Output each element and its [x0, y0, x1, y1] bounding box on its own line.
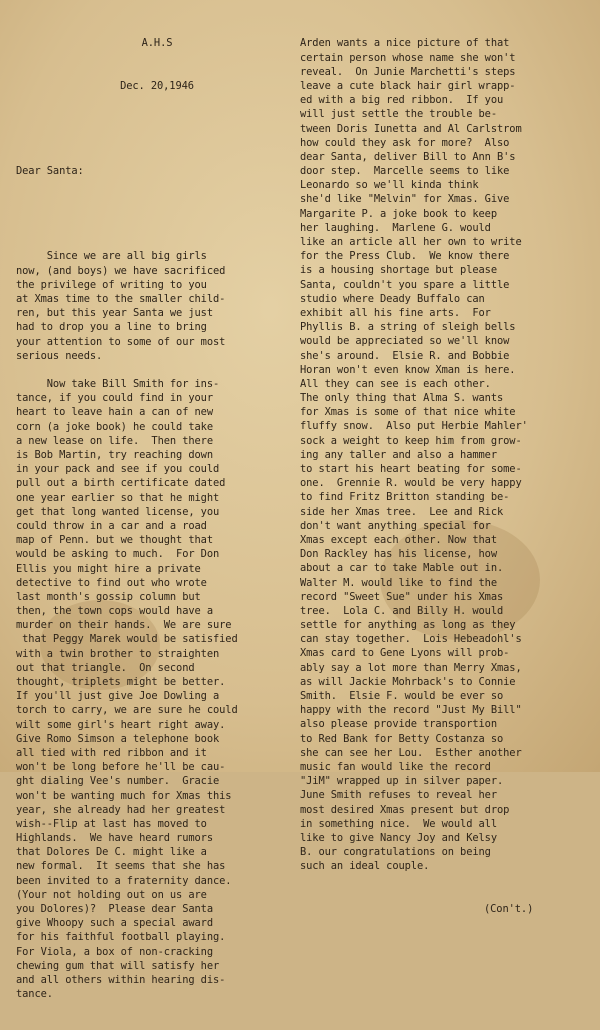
text-line: one year earlier so that he might [16, 491, 220, 504]
text-line: Ellis you might hire a private [16, 562, 201, 575]
text-line: Smith. Elsie F. would be ever so [300, 690, 504, 703]
text-line: ed with a big red ribbon. If you [300, 94, 504, 107]
text-line: like an article all her own to write [300, 236, 522, 249]
text-line: reveal. On Junie Marchetti's steps [300, 65, 516, 78]
text-line: Since we are all big girls [16, 250, 207, 263]
text-line: Arden wants a nice picture of that [300, 37, 510, 50]
text-line: door step. Marcelle seems to like [300, 165, 510, 178]
text-line: she'd like "Melvin" for Xmas. Give [300, 193, 510, 206]
text-line: For Viola, a box of non-cracking [16, 945, 213, 958]
text-line: sock a weight to keep him from grow- [300, 434, 522, 447]
text-line: to start his heart beating for some- [300, 463, 522, 476]
text-line: all tied with red ribbon and it [16, 746, 207, 759]
text-line: will just settle the trouble be- [300, 108, 497, 121]
text-line: can stay together. Lois Hebeadohl's [300, 633, 522, 646]
text-line: to find Fritz Britton standing be- [300, 491, 510, 504]
text-line: for the Press Club. We know there [300, 250, 510, 263]
text-line: Highlands. We have heard rumors [16, 832, 213, 845]
text-line: studio where Deady Buffalo can [300, 292, 485, 305]
text-line: leave a cute black hair girl wrapp- [300, 79, 516, 92]
text-line: at Xmas time to the smaller child- [16, 292, 226, 305]
text-line: June Smith refuses to reveal her [300, 789, 497, 802]
text-line: certain person whose name she won't [300, 51, 516, 64]
text-line: settle for anything as long as they [300, 619, 516, 632]
text-line: then, the town cops would have a [16, 605, 213, 618]
text-line: exhibit all his fine arts. For [300, 306, 491, 319]
text-line: been invited to a fraternity dance. [16, 874, 232, 887]
text-line: your attention to some of our most [16, 335, 226, 348]
text-line: with a twin brother to straighten [16, 647, 220, 660]
text-line: Give Romo Simson a telephone book [16, 732, 220, 745]
text-line: happy with the record "Just My Bill" [300, 704, 522, 717]
text-line: tance, if you could find in your [16, 392, 213, 405]
text-line: map of Penn. but we thought that [16, 534, 213, 547]
text-line: one. Grennie R. would be very happy [300, 477, 522, 490]
text-line: year, she already had her greatest [16, 803, 226, 816]
spacer [16, 122, 298, 136]
text-line: the privilege of writing to you [16, 278, 207, 291]
text-line: B. our congratulations on being [300, 846, 491, 859]
text-line: her laughing. Marlene G. would [300, 221, 491, 234]
text-line: such an ideal couple. [300, 860, 430, 873]
text-line: about a car to take Mable out in. [300, 562, 504, 575]
text-line: won't be long before he'll be cau- [16, 761, 226, 774]
text-line: as will Jackie Mohrback's to Connie [300, 675, 516, 688]
text-line: new formal. It seems that she has [16, 860, 226, 873]
text-line: for his faithful football playing. [16, 931, 226, 944]
text-line: wilt some girl's heart right away. [16, 718, 226, 731]
text-line: side her Xmas tree. Lee and Rick [300, 505, 504, 518]
text-line: would be appreciated so we'll know [300, 335, 510, 348]
school-header: A.H.S [141, 37, 173, 50]
text-line: music fan would like the record [300, 760, 491, 773]
text-line: she can see her Lou. Esther another [300, 746, 522, 759]
text-line: is Bob Martin, try reaching down [16, 449, 213, 461]
text-line [16, 363, 298, 377]
text-line: to Red Bank for Betty Costanza so [300, 732, 504, 745]
text-line: won't be wanting much for Xmas this [16, 789, 232, 802]
text-line: ing any taller and also a hammer [300, 448, 497, 461]
letter-date: Dec. 20,1946 [120, 80, 194, 92]
text-line: also please provide transportion [300, 718, 497, 731]
text-line: you Dolores)? Please dear Santa [16, 903, 213, 915]
text-line: Xmas card to Gene Lyons will prob- [300, 647, 510, 660]
continued-note [300, 902, 596, 916]
text-line: had to drop you a line to bring [16, 321, 207, 334]
text-line: record "Sweet Sue" under his Xmas [300, 590, 504, 603]
text-line: in something nice. We would all [300, 817, 497, 830]
text-line: give Whoopy such a special award [16, 917, 213, 930]
text-line: heart to leave hain a can of new [16, 406, 213, 419]
spacer [16, 207, 298, 221]
text-line: don't want anything special for [300, 519, 491, 532]
text-line: for Xmas is some of that nice white [300, 406, 516, 419]
text-line: tween Doris Iunetta and Al Carlstrom [300, 122, 522, 135]
text-line: that Peggy Marek would be satisfied [16, 633, 238, 646]
text-line: could throw in a car and a road [16, 519, 207, 532]
text-line: now, (and boys) we have sacrificed [16, 264, 226, 277]
text-line: corn (a joke book) he could take [16, 420, 213, 433]
text-line: she's around. Elsie R. and Bobbie [300, 349, 510, 362]
text-line: thought, triplets might be better. [16, 676, 226, 688]
text-line: Don Rackley has his license, how [300, 548, 497, 561]
text-line: fluffy snow. Also put Herbie Mahler' [300, 420, 528, 433]
text-line: in your pack and see if you could [16, 463, 220, 476]
text-line: wish--Flip at last has moved to [16, 817, 207, 830]
text-line: If you'll just give Joe Dowling a [16, 690, 220, 703]
text-line: (Your not holding out on us are [16, 888, 207, 901]
text-line: most desired Xmas present but drop [300, 803, 510, 816]
text-line: The only thing that Alma S. wants [300, 392, 504, 405]
text-line: and all others within hearing dis- [16, 973, 226, 986]
text-line: ght dialing Vee's number. Gracie [16, 775, 220, 788]
right-column [300, 8, 596, 944]
text-line: is a housing shortage but please [300, 264, 497, 277]
text-line: Walter M. would like to find the [300, 576, 497, 589]
continued-label: (Con't.) [484, 902, 534, 915]
text-line: get that long wanted license, you [16, 505, 220, 518]
text-line: Santa, couldn't you spare a little [300, 278, 510, 291]
text-line: last month's gossip column but [16, 590, 201, 603]
left-column [16, 8, 298, 1030]
text-line: tree. Lola C. and Billy H. would [300, 604, 504, 617]
text-line: pull out a birth certificate dated [16, 477, 226, 490]
text-line: would be asking to much. For Don [16, 548, 220, 561]
text-line: Leonardo so we'll kinda think [300, 179, 479, 192]
text-line: dear Santa, deliver Bill to Ann B's [300, 150, 516, 163]
text-line: torch to carry, we are sure he could [16, 704, 238, 717]
text-line: ably say a lot more than Merry Xmas, [300, 661, 522, 674]
text-line: how could they ask for more? Also [300, 136, 510, 149]
text-line: Phyllis B. a string of sleigh bells [300, 321, 516, 334]
text-line: All they can see is each other. [300, 377, 491, 390]
text-line: "JiM" wrapped up in silver paper. [300, 775, 504, 788]
text-line: Margarite P. a joke book to keep [300, 207, 497, 220]
left-column-body [16, 249, 298, 1001]
text-line: a new lease on life. Then there [16, 434, 213, 447]
text-line: Horan won't even know Xman is here. [300, 363, 516, 376]
text-line: detective to find out who wrote [16, 576, 207, 589]
text-line: serious needs. [16, 349, 103, 362]
text-line: out that triangle. On second [16, 661, 195, 674]
text-line: Xmas except each other. Now that [300, 533, 497, 546]
text-line: chewing gum that will satisfy her [16, 959, 220, 972]
text-line: like to give Nancy Joy and Kelsy [300, 831, 497, 844]
text-line: tance. [16, 988, 53, 1001]
right-column-body [300, 36, 596, 873]
text-line: ren, but this year Santa we just [16, 307, 213, 320]
greeting: Dear Santa: [16, 165, 84, 178]
text-line: that Dolores De C. might like a [16, 846, 207, 859]
text-line: Now take Bill Smith for ins- [16, 378, 220, 391]
text-line: murder on their hands. We are sure [16, 619, 232, 632]
